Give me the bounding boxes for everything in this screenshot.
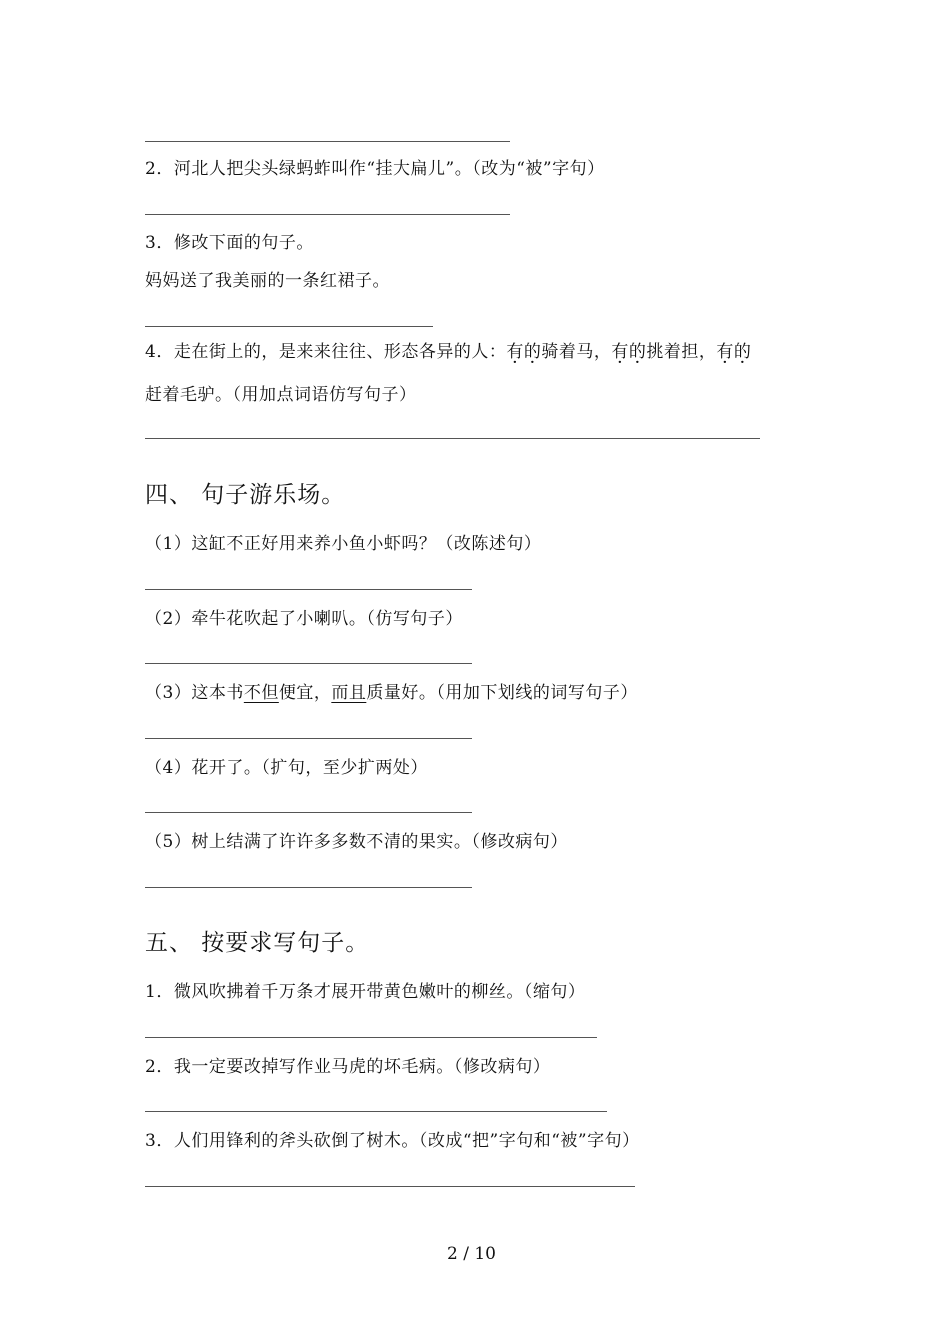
question-text (145, 341, 751, 363)
dotted-char: 的 (628, 342, 647, 362)
question-fragment: 骑着马， (541, 342, 612, 362)
dotted-char: 有 (716, 342, 734, 362)
question-text: （4）花开了。（扩句，至少扩两处） (145, 758, 428, 778)
question-text: 2．河北人把尖头绿蚂蚱叫作“挂大扁儿”。（改为“被”字句） (145, 159, 605, 179)
answer-line[interactable] (145, 1111, 607, 1112)
answer-line[interactable] (145, 1186, 635, 1187)
dotted-char: 的 (523, 342, 542, 362)
question-sentence: 妈妈送了我美丽的一条红裙子。 (145, 271, 390, 291)
dotted-char: 的 (733, 342, 752, 362)
answer-line[interactable] (145, 663, 472, 664)
question-fragment: 质量好。（用加下划线的词写句子） (366, 683, 638, 703)
question-text-continued: 赶着毛驴。（用加点词语仿写句子） (145, 385, 417, 405)
section-heading: 五、 按要求写句子。 (145, 930, 370, 956)
answer-line[interactable] (145, 214, 510, 215)
answer-line[interactable] (145, 738, 472, 739)
question-text: 1．微风吹拂着千万条才展开带黄色嫩叶的柳丝。（缩句） (145, 982, 586, 1002)
question-fragment: 挑着担， (646, 342, 717, 362)
question-text: （1）这缸不正好用来养小鱼小虾吗？（改陈述句） (145, 534, 542, 554)
question-text: 3．人们用锋利的斧头砍倒了树木。（改成“把”字句和“被”字句） (145, 1131, 640, 1151)
question-text: （5）树上结满了许许多多数不清的果实。（修改病句） (145, 832, 568, 852)
section-heading: 四、 句子游乐场。 (145, 482, 346, 508)
answer-line[interactable] (145, 887, 472, 888)
question-text (145, 682, 638, 704)
question-lead: 4．走在街上的，是来来往往、形态各异的人： (145, 342, 507, 362)
underlined-word: 而且 (331, 683, 367, 703)
answer-line[interactable] (145, 1037, 597, 1038)
page-number: 2 / 10 (447, 1244, 496, 1264)
answer-line[interactable] (145, 589, 472, 590)
question-text: 3．修改下面的句子。 (145, 233, 314, 253)
answer-line[interactable] (145, 141, 510, 142)
dotted-char: 有 (611, 342, 629, 362)
dotted-char: 有 (506, 342, 524, 362)
answer-line[interactable] (145, 326, 433, 327)
question-text: 2．我一定要改掉写作业马虎的坏毛病。（修改病句） (145, 1057, 551, 1077)
answer-line[interactable] (145, 812, 472, 813)
answer-line[interactable] (145, 438, 760, 439)
question-fragment: 便宜， (278, 683, 332, 703)
question-text: （2）牵牛花吹起了小喇叭。（仿写句子） (145, 609, 463, 629)
underlined-word: 不但 (243, 683, 279, 703)
question-fragment: （3）这本书 (145, 683, 244, 703)
